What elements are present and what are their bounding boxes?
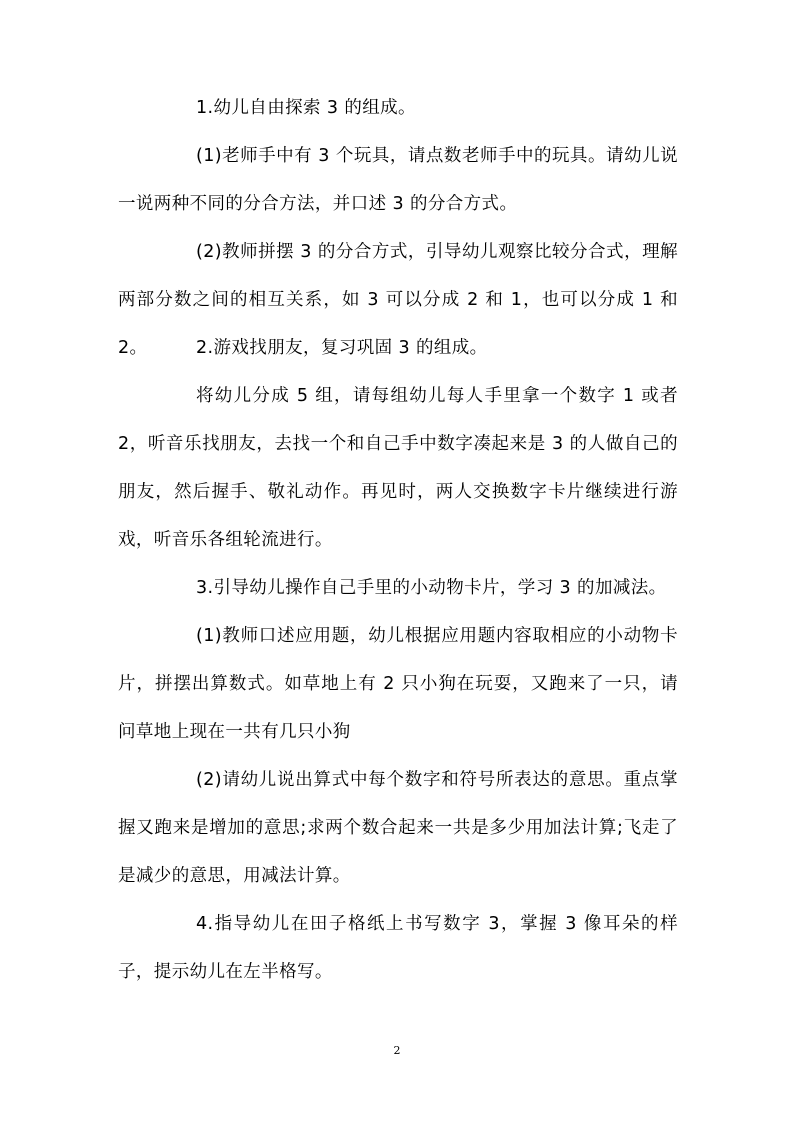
paragraph-step-4: 4.指导幼儿在田子格纸上书写数字 3，掌握 3 像耳朵的样子，提示幼儿在左半格写。 — [118, 914, 678, 982]
paragraph-step-2-detail: 将幼儿分成 5 组，请每组幼儿每人手里拿一个数字 1 或者 2，听音乐找朋友，去找一个和自己手中数字凑起来是 3 的人做自己的朋友，然后握手、敬礼动作。再见时，两人交换数字卡片继续进行游戏，听音乐各组轮流进行。 — [118, 386, 678, 550]
paragraph-step-3-part-1: (1)教师口述应用题，幼儿根据应用题内容取相应的小动物卡片，拼摆出算数式。如草地上有 2 只小狗在玩耍，又跑来了一只，请问草地上现在一共有几只小狗 — [118, 626, 678, 742]
paragraph-step-1-part-1: (1)老师手中有 3 个玩具，请点数老师手中的玩具。请幼儿说一说两种不同的分合方法，并口述 3 的分合方式。 — [118, 146, 678, 214]
page-number: 2 — [393, 1044, 401, 1057]
paragraph-step-1: 1.幼儿自由探索 3 的组成。 — [196, 98, 416, 118]
paragraph-step-2: 2.游戏找朋友，复习巩固 3 的组成。 — [196, 338, 488, 358]
paragraph-step-3: 3.引导幼儿操作自己手里的小动物卡片，学习 3 的加减法。 — [196, 578, 667, 598]
paragraph-step-3-part-2: (2)请幼儿说出算式中每个数字和符号所表达的意思。重点掌握又跑来是增加的意思;求两个数合起来一共是多少用加法计算;飞走了是减少的意思，用减法计算。 — [118, 770, 678, 886]
paragraph-step-1-part-2: (2)教师拼摆 3 的分合方式，引导幼儿观察比较分合式，理解两部分数之间的相互关系，如 3 可以分成 2 和 1，也可以分成 1 和 2。 — [118, 242, 678, 358]
